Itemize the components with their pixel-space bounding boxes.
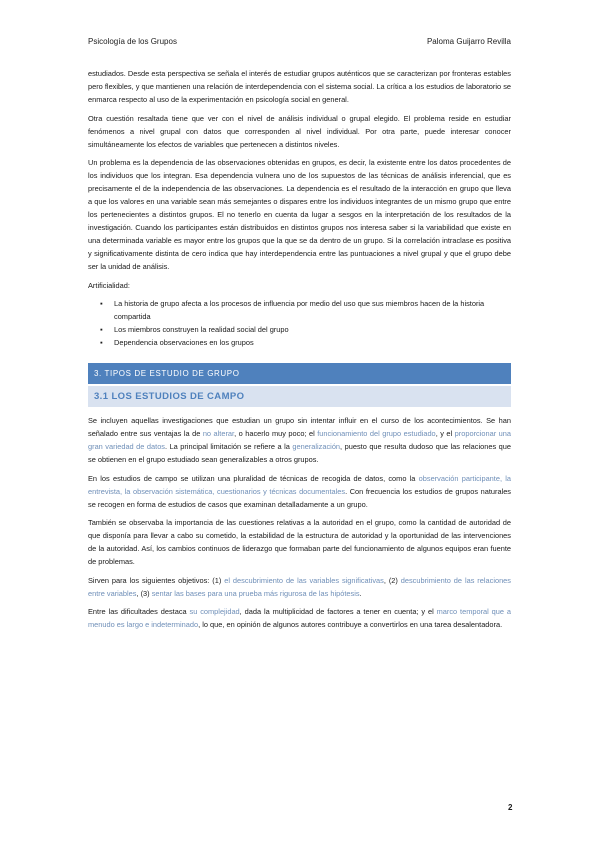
bullet-icon: ▪ (100, 325, 103, 334)
header-author: Paloma Guijarro Revilla (426, 37, 511, 46)
paragraph: También se observaba la importancia de las cuestiones relativas a la autoridad en el grupo, como la cantidad de autoridad de que disponía para llevar a cabo su cometido, la estabilidad de la estructura de autoridad y la oportunidad de las intervenciones de la autoridad. Así, los cambios continuos de liderazgo que formaban parte del funcionamiento de algunos equipos eran fuente de problemas. (88, 518, 511, 566)
highlighted-term: marco temporal que a menudo es largo e indeterminado (88, 607, 511, 629)
list-item: ▪ Dependencia observaciones en los grupos (100, 338, 254, 347)
paragraph: Entre las dificultades destaca su complejidad, dada la multiplicidad de factores a tener en cuenta; y el marco temporal que a menudo es largo e indeterminado, lo que, en opinión de algunos autores contribuye a convertirlos en una tarea desalentadora. (88, 607, 511, 629)
highlighted-term: generalización (292, 442, 341, 451)
paragraph: Un problema es la dependencia de las observaciones obtenidas en grupos, es decir, la existente entre los datos procedentes de los individuos que los integran. Esa dependencia vulnera uno de los supuestos de las técnicas de análisis inferencial, que es precisamente el de la independencia de las observaciones. La dependencia es el resultado de la interacción en grupo que lleva a que los valores en una variable sean más semejantes o dispares entre los individuos integrantes de un mismo grupo que entre los pertenecientes a distintos grupos. El no tenerlo en cuenta da lugar a sesgos en la interpretación de los resultados de la investigación. Cuando los participantes están distribuidos en distintos grupos nos interesa saber si la variabilidad que existe en una determinada variable es mayor entre los grupos que la que se da dentro de un grupo. Si la correlación intraclase es positiva y significativamente distinta de cero indica que hay interdependencia entre las puntuaciones a nivel grupal y que el grupo debe ser la unidad de análisis. (88, 158, 511, 271)
subsection-heading: 3.1 LOS ESTUDIOS DE CAMPO (88, 386, 511, 407)
document-body (88, 67, 511, 637)
list-item: ▪ Los miembros construyen la realidad social del grupo (100, 325, 289, 334)
artificialidad-label: Artificialidad: (88, 280, 130, 290)
paragraph: Se incluyen aquellas investigaciones que estudian un grupo sin intentar influir en el curso de los acontecimientos. Se han señalado entre sus ventajas la de no alterar, o hacerlo muy poco; el funcionamiento del grupo estudiado, y el proporcionar una gran variedad de datos. La principal limitación se refiere a la generalización, puesto que resulta dudoso que las relaciones que se obtienen en el grupo estudiado sean generalizables a otros grupos. (88, 416, 511, 464)
highlighted-term: proporcionar una gran variedad de datos (88, 429, 511, 451)
highlighted-term: no alterar (202, 429, 235, 438)
page-number: 2 (508, 803, 513, 812)
highlighted-term: funcionamiento del grupo estudiado (317, 429, 436, 438)
paragraph: Otra cuestión resaltada tiene que ver con el nivel de análisis individual o grupal elegido. El problema reside en estudiar fenómenos a nivel grupal con datos que corresponden al nivel individual. Por otra parte, puede interesar conocer simultáneamente los efectos de variables que pertenecen a distintos niveles. (88, 113, 511, 149)
paragraph: Sirven para los siguientes objetivos: (1) el descubrimiento de las variables significativas, (2) descubrimiento de las relaciones entre variables, (3) sentar las bases para una prueba más rigurosa de las hipótesis. (88, 575, 511, 598)
paragraph: En los estudios de campo se utilizan una pluralidad de técnicas de recogida de datos, como la observación participante, la entrevista, la observación sistemática, cuestionarios y técnicas documentales. Con frecuencia los estudios de grupos naturales se recogen en forma de estudios de casos que examinan detalladamente a un grupo. (88, 473, 511, 509)
section-heading: 3. TIPOS DE ESTUDIO DE GRUPO (88, 363, 511, 384)
bullet-icon: ▪ (100, 299, 103, 308)
bullet-icon: ▪ (100, 338, 103, 347)
header-course-title: Psicología de los Grupos (88, 37, 177, 46)
highlighted-term: descubrimiento de las relaciones entre variables (88, 575, 511, 598)
bullet-list (88, 297, 511, 349)
highlighted-term: observación participante, la entrevista, la observación sistemática, cuestionarios y técnicas documentales (88, 473, 511, 496)
list-item: ▪ La historia de grupo afecta a los procesos de influencia por medio del uso que sus miembros hacen de la historia compartida (100, 299, 485, 321)
paragraph: estudiados. Desde esta perspectiva se señala el interés de estudiar grupos auténticos que se caracterizan por fronteras estables pero flexibles, y que mantienen una relación de interdependencia con el sistema social. La crítica a los estudios de laboratorio se enmarca respecto al uso de la experimentación en psicología social en general. (88, 69, 511, 104)
highlighted-term: el descubrimiento de las variables significativas (224, 575, 384, 585)
highlighted-term: su complejidad (189, 607, 240, 616)
highlighted-term: sentar las bases para una prueba más rigurosa de las hipótesis (151, 588, 360, 598)
